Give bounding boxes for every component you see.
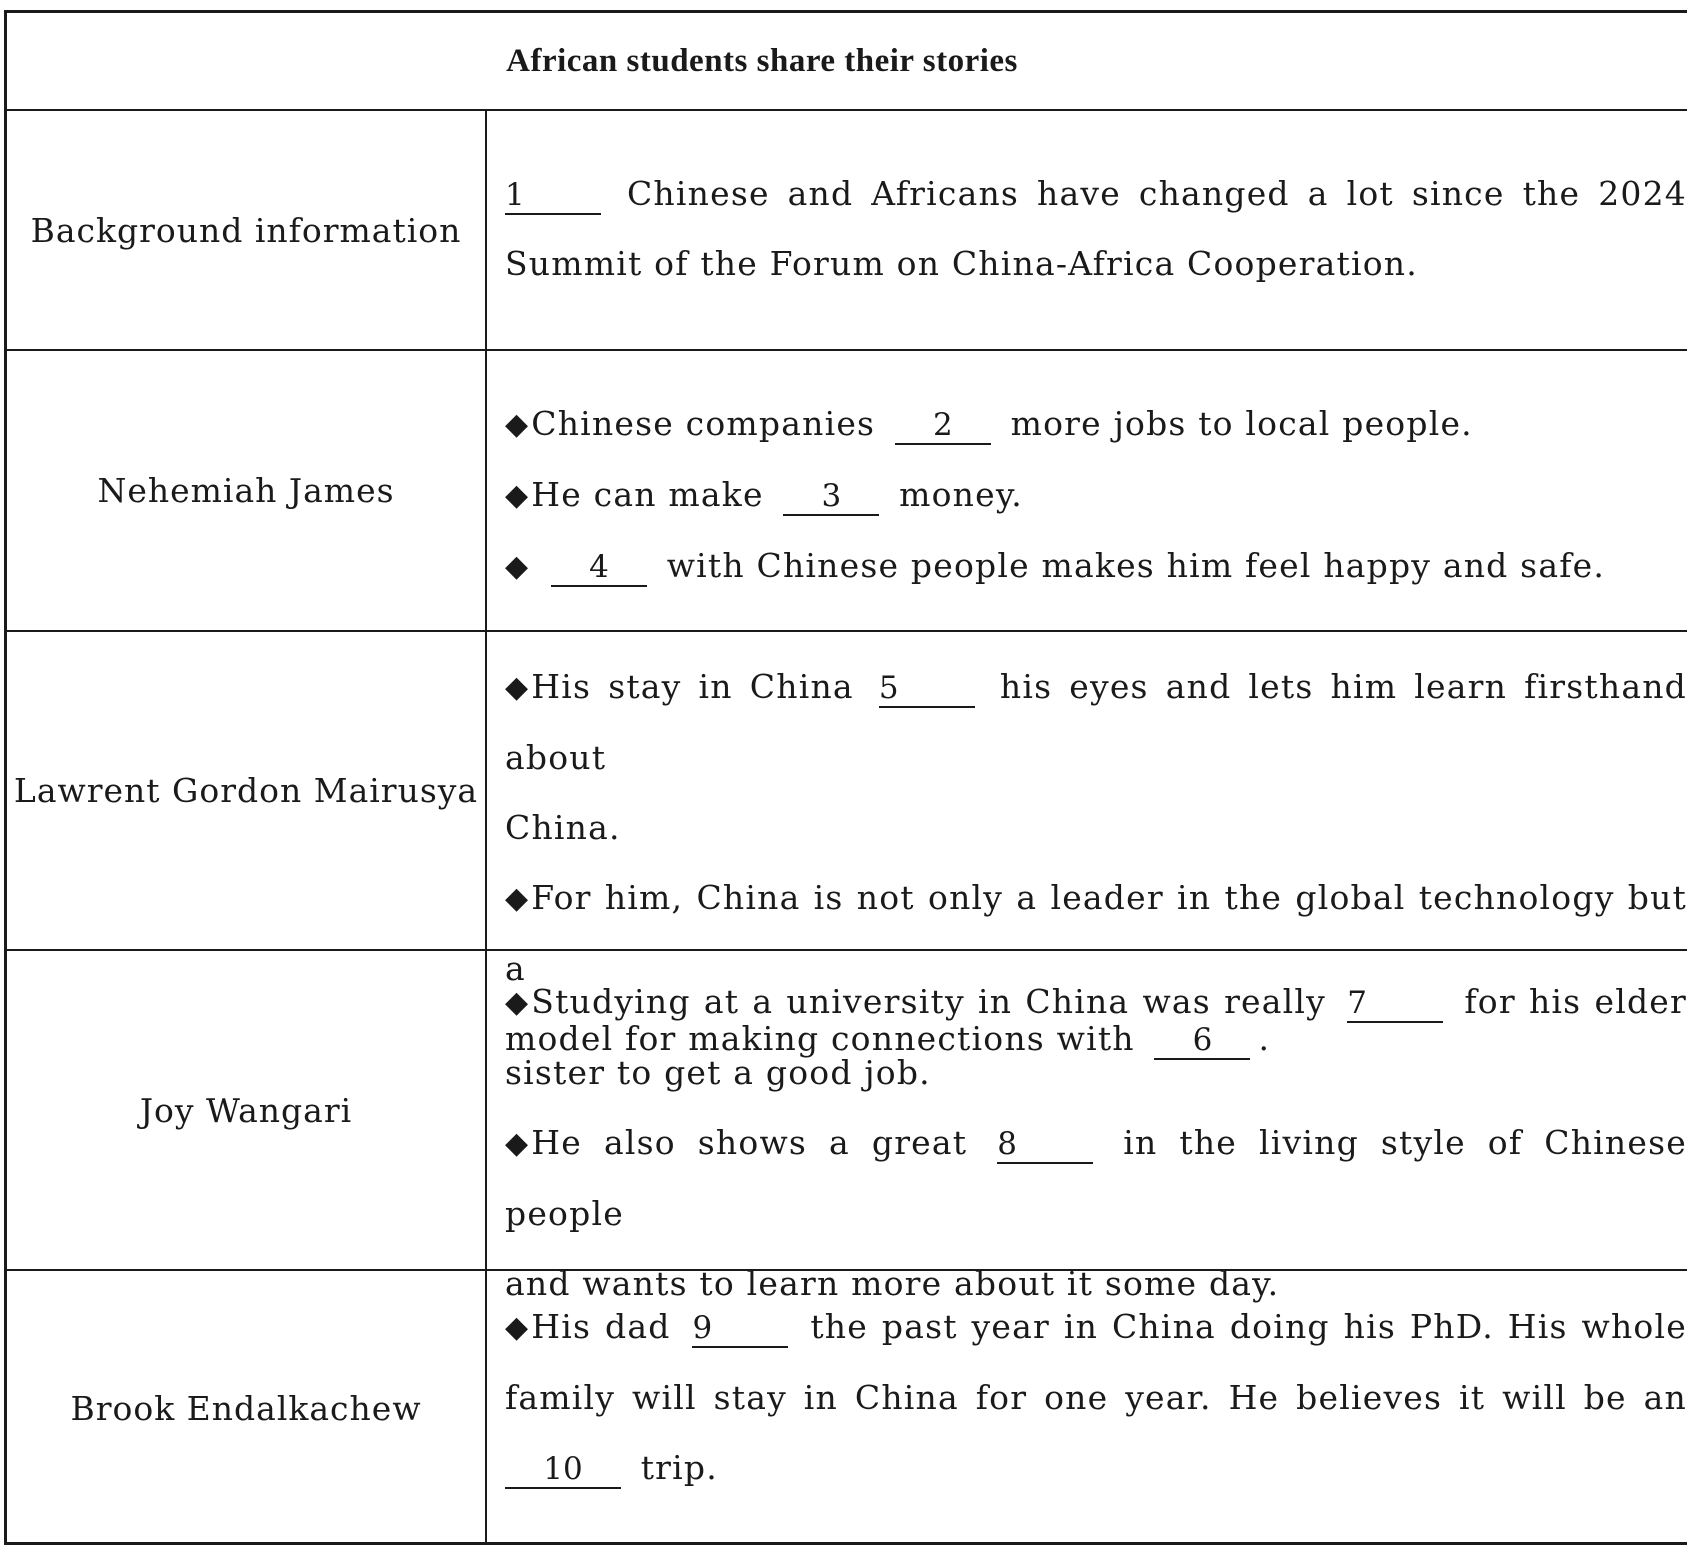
content-line [505,1363,1687,1433]
worksheet-table [4,10,1687,1545]
line-text: model for making connections with [505,1019,1135,1058]
content-line [505,1433,1687,1503]
answer-blank-10[interactable]: 10 [505,1451,621,1489]
answer-blank-6[interactable]: 6 [1154,1022,1250,1060]
line-text: the past year in China doing his PhD. His whole [810,1307,1687,1346]
row-label: Joy Wangari [7,951,487,1269]
line-text: for his elder [1464,982,1687,1021]
table-title: African students share their stories [506,42,1018,79]
table-row [7,351,1687,632]
answer-blank-8[interactable]: 8 [997,1126,1093,1164]
content-line [505,1108,1687,1249]
content-line [505,159,1687,229]
line-text: He also shows a great [531,1123,968,1162]
line-text: His dad [531,1307,671,1346]
content-line [505,1038,1687,1108]
diamond-bullet-icon: ◆ [505,549,530,584]
line-text: in the living style of Chinese people [505,1123,1687,1233]
answer-blank-9[interactable]: 9 [692,1310,788,1348]
line-text: Studying at a university in China was really [531,982,1327,1021]
answer-blank-4[interactable]: 4 [551,549,647,587]
line-text: Chinese and Africans have changed a lot since the 2024 [626,174,1687,213]
row-label: Nehemiah James [7,351,487,630]
line-text: money. [899,475,1023,514]
diamond-bullet-icon: ◆ [505,670,530,705]
table-row [7,111,1687,351]
row-label: Background information [7,111,487,349]
content-line [505,1292,1687,1363]
row-content [487,351,1687,630]
content-line [505,460,1687,531]
row-content [487,1271,1687,1545]
content-line [505,229,1687,299]
line-text: For him, China is not only a leader in the global technology but a [505,878,1687,988]
diamond-bullet-icon: ◆ [505,407,530,442]
row-label: Brook Endalkachew [7,1271,487,1545]
content-line [505,793,1687,863]
diamond-bullet-icon: ◆ [505,478,530,513]
diamond-bullet-icon: ◆ [505,1126,530,1161]
line-text: He can make [531,475,764,514]
answer-blank-7[interactable]: 7 [1347,985,1443,1023]
answer-blank-5[interactable]: 5 [879,670,975,708]
line-text: his eyes and lets him learn firsthand about [505,667,1687,777]
table-row [7,1271,1687,1545]
line-text: trip. [640,1448,718,1487]
answer-blank-2[interactable]: 2 [895,407,991,445]
line-text: family will stay in China for one year. He believes it will be an [505,1378,1687,1417]
line-text: more jobs to local people. [1010,404,1473,443]
table-title-row [7,13,1687,111]
line-text: . [1258,1019,1271,1058]
answer-blank-3[interactable]: 3 [783,478,879,516]
line-text: sister to get a good job. [505,1053,931,1092]
content-line [505,531,1687,602]
row-content [487,951,1687,1303]
content-line [505,389,1687,460]
line-text: and wants to learn more about it some day. [505,1264,1280,1303]
line-text: Summit of the Forum on China-Africa Cooperation. [505,244,1418,283]
content-line [505,967,1687,1038]
line-text: with Chinese people makes him feel happy and safe. [666,546,1606,585]
diamond-bullet-icon: ◆ [505,985,530,1020]
row-label: Lawrent Gordon Mairusya [7,632,487,949]
row-content [487,111,1687,349]
line-text: Chinese companies [531,404,876,443]
answer-blank-1[interactable]: 1 [505,177,601,215]
line-text: His stay in China [531,667,854,706]
content-line [505,652,1687,793]
diamond-bullet-icon: ◆ [505,881,530,916]
diamond-bullet-icon: ◆ [505,1310,530,1345]
line-text: China. [505,808,621,847]
table-row [7,951,1687,1303]
